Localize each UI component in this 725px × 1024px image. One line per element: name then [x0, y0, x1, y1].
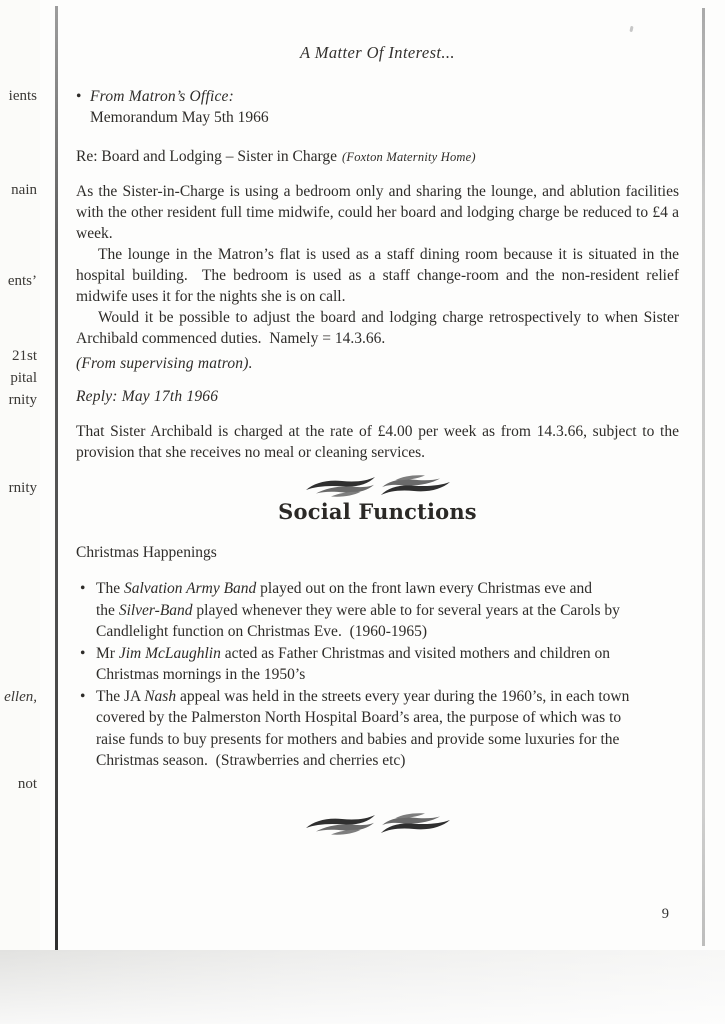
list-item: [80, 578, 652, 643]
memo-from-text: From Matron’s Office:: [90, 88, 234, 105]
memo-reply-paragraph: That Sister Archibald is charged at the rate of £4.00 per week as from 14.3.66, subject to the provision that she receives no meal or cleaning services.: [76, 423, 679, 461]
running-header-title: A Matter Of Interest...: [300, 43, 455, 62]
cutoff-text-fragment: ellen,: [4, 689, 37, 705]
memo-subject-location: (Foxton Maternity Home): [342, 150, 476, 164]
memo-subject-text: Re: Board and Lodging – Sister in Charge: [76, 148, 338, 165]
memo-attribution: (From supervising matron).: [76, 355, 253, 372]
book-page-content: [58, 0, 702, 950]
page-number: 9: [661, 906, 669, 922]
memo-date-line: Memorandum May 5th 1966: [90, 109, 269, 126]
memo-paragraph: As the Sister-in-Charge is using a bedroom only and sharing the lounge, and ablution facilities with the other resident full time midwife, could her board and lodging charge be reduced to £4 a week.: [76, 183, 679, 242]
list-item-text: Mr Jim McLaughlin acted as Father Christmas and visited mothers and children on Christmas mornings in the 1950’s: [96, 644, 610, 684]
memo-paragraph: The lounge in the Matron’s flat is used as a staff dining room because it is situated in the hospital building. The bedroom is used as a staff change-room and the non-resident relief midwife uses it for the nights she is on call.: [76, 246, 679, 305]
christmas-happenings-list: [76, 578, 652, 772]
cutoff-text-fragment: 21st: [11, 348, 37, 364]
bullet-icon: •: [76, 88, 82, 105]
cutoff-text-fragment: ents’: [7, 273, 37, 289]
bullet-icon: •: [80, 644, 86, 662]
memo-reply-date: Reply: May 17th 1966: [76, 388, 219, 405]
cutoff-text-fragment: rnity: [8, 480, 37, 496]
cutoff-text-fragment: rnity: [8, 392, 37, 408]
cutoff-text-fragment: ients: [8, 88, 37, 104]
scan-bottom-shadow: [0, 950, 725, 1024]
cutoff-text-fragment: nain: [11, 182, 37, 198]
bullet-icon: •: [80, 687, 86, 705]
flourish-divider-icon: [303, 473, 453, 499]
list-item-text: The JA Nash appeal was held in the streets every year during the 1960’s, in each town covered by the Palmerston North Hospital Board’s area, the purpose of which was to raise funds to buy presents for mothers and babies and provide some luxuries for the Christmas season. (Strawberries and cherries etc): [96, 687, 630, 770]
memo-from-line: [76, 86, 679, 107]
list-item: [80, 643, 652, 686]
cutoff-text-fragment: pital: [10, 370, 37, 386]
cutoff-text-fragment: not: [17, 776, 37, 792]
subsection-title: Christmas Happenings: [76, 544, 217, 562]
list-item: [80, 686, 652, 772]
adjacent-page-edge: [0, 0, 40, 950]
section-heading: Social Functions: [278, 499, 477, 524]
flourish-divider-icon: [303, 811, 453, 837]
bullet-icon: •: [80, 580, 86, 598]
memo-paragraph: Would it be possible to adjust the board and lodging charge retrospectively to when Sister Archibald commenced duties. Namely = 14.3.66.: [76, 309, 679, 347]
memo-subject-line: [76, 146, 679, 168]
list-item-text: The Salvation Army Band played out on the front lawn every Christmas eve and the Silver-Band played whenever they were able to for several years at the Carols by Candlelight function on Christmas Eve. (1960-1965): [96, 580, 620, 641]
page-right-edge: [702, 8, 705, 946]
